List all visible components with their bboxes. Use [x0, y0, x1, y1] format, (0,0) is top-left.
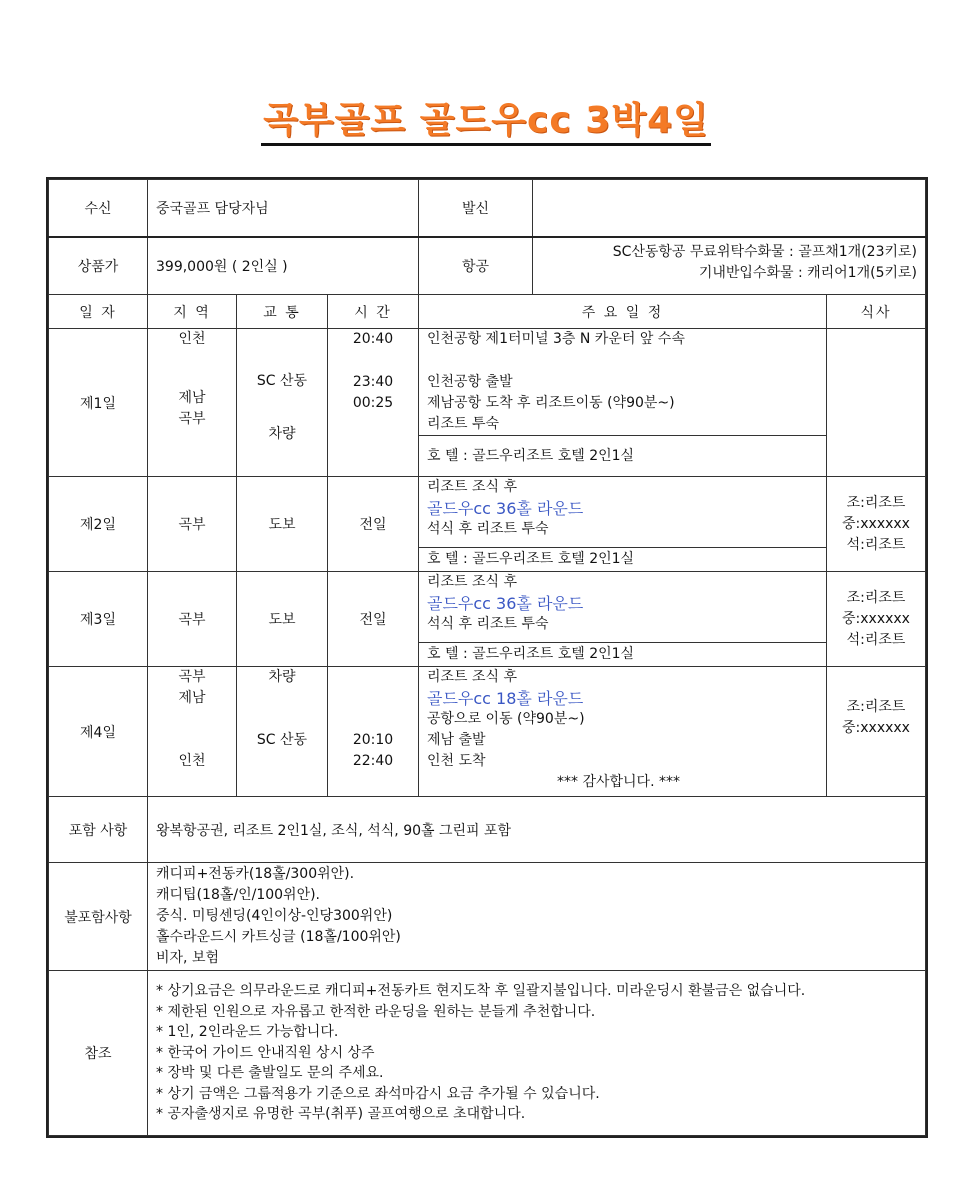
- region-text: 인천: [178, 331, 206, 347]
- meal-text: 석:리조트: [846, 536, 906, 553]
- time-text: 23:40: [352, 374, 394, 390]
- note-item: * 공자출생지로 유명한 곡부(취푸) 골프여행으로 초대합니다.: [156, 1106, 526, 1123]
- schedule-text: 제남 출발: [427, 732, 486, 748]
- col-header-schedule: 주 요 일 정: [419, 295, 827, 329]
- meal-cell: [827, 329, 926, 477]
- day-label: 제1일: [49, 329, 148, 477]
- round-highlight: 골드우cc 36홀 라운드: [427, 499, 584, 518]
- time-text: 22:40: [352, 753, 394, 769]
- day-row: [49, 329, 926, 477]
- region-text: 인천: [178, 753, 206, 769]
- region-text: 곡부: [148, 477, 237, 572]
- day-label: 제3일: [49, 572, 148, 667]
- column-header-row: [49, 295, 926, 329]
- transport-text: SC 산동: [256, 732, 308, 748]
- col-header-region: 지 역: [148, 295, 237, 329]
- schedule-text: 인천 도착: [427, 753, 486, 769]
- day-row: [49, 477, 926, 572]
- meal-text: 중:xxxxxx: [842, 610, 910, 627]
- recipient-value: 중국골프 담당자님: [148, 180, 419, 238]
- day-label: 제4일: [49, 667, 148, 797]
- meal-text: 조:리조트: [846, 699, 906, 715]
- schedule-text: 인천공항 제1터미널 3층 N 카운터 앞 수속: [427, 331, 685, 347]
- price-value: 399,000원 ( 2인실 ): [148, 237, 419, 295]
- excluded-item: 비자, 보험: [156, 950, 219, 966]
- time-text: 전일: [328, 572, 419, 667]
- included-label: 포함 사항: [49, 797, 148, 863]
- transport-text: SC 산동: [256, 373, 308, 389]
- schedule-text: 리조트 조식 후: [427, 669, 518, 685]
- excluded-row: [49, 863, 926, 971]
- meal-text: 석:리조트: [846, 631, 906, 648]
- note-item: * 제한된 인원으로 자유롭고 한적한 라운딩을 원하는 분들게 추천합니다.: [156, 1003, 596, 1020]
- time-text: 20:40: [352, 331, 394, 347]
- schedule-text: 석식 후 리조트 투숙: [427, 616, 549, 632]
- schedule-text: 리조트 투숙: [427, 416, 500, 432]
- sender-label: 발신: [419, 180, 533, 236]
- time-text: 20:10: [352, 732, 394, 748]
- region-text: 곡부: [148, 572, 237, 667]
- note-item: * 상기요금은 의무라운드로 캐디피+전동카트 현지도착 후 일괄지불입니다. 미라운딩시 환불금은 없습니다.: [156, 983, 806, 1000]
- note-item: * 장박 및 다른 출발일도 문의 주세요.: [156, 1065, 384, 1082]
- hotel-text: 호 텔 : 골드우리조트 호텔 2인1실: [419, 642, 826, 665]
- col-header-meal: 식사: [827, 295, 926, 329]
- included-row: [49, 797, 926, 863]
- schedule-text: 리조트 조식 후: [427, 479, 518, 495]
- meal-text: 조:리조트: [846, 589, 906, 606]
- excluded-item: 캐디팁(18홀/인/100위안).: [156, 887, 321, 903]
- round-highlight: 골드우cc 36홀 라운드: [427, 594, 584, 613]
- meal-text: 중:xxxxxx: [842, 515, 910, 532]
- hotel-text: 호 텔 : 골드우리조트 호텔 2인1실: [419, 547, 826, 570]
- airline-line-2: 기내반입수화물 : 캐리어1개(5키로): [698, 265, 917, 281]
- region-text: 제남: [178, 690, 206, 706]
- excluded-item: 홀수라운드시 카트싱글 (18홀/100위안): [156, 929, 401, 945]
- note-item: * 상기 금액은 그룹적용가 기준으로 좌석마감시 요금 추가될 수 있습니다.: [156, 1085, 600, 1102]
- transport-text: 도보: [237, 572, 328, 667]
- included-text: 왕복항공권, 리조트 2인1실, 조식, 석식, 90홀 그린피 포함: [148, 797, 926, 863]
- note-item: * 1인, 2인라운드 가능합니다.: [156, 1024, 339, 1041]
- excluded-item: 캐디피+전동카(18홀/300위안).: [156, 866, 355, 882]
- price-label: 상품가: [49, 237, 148, 295]
- notes-row: [49, 971, 926, 1136]
- notes-label: 참조: [49, 971, 148, 1136]
- col-header-day: 일 자: [49, 295, 148, 329]
- document-title: 곡부골프 골드우cc 3박4일: [0, 92, 972, 143]
- schedule-text: 공항으로 이동 (약90분~): [427, 711, 585, 727]
- day-row: [49, 667, 926, 797]
- day-label: 제2일: [49, 477, 148, 572]
- transport-text: 도보: [237, 477, 328, 572]
- schedule-text: 리조트 조식 후: [427, 574, 518, 590]
- col-header-time: 시 간: [328, 295, 419, 329]
- day-row: [49, 572, 926, 667]
- note-item: * 한국어 가이드 안내직원 상시 상주: [156, 1044, 375, 1061]
- region-text: 곡부: [178, 669, 206, 685]
- col-header-transport: 교 통: [237, 295, 328, 329]
- schedule-text: 제남공항 도착 후 리조트이동 (약90분~): [427, 395, 675, 411]
- excluded-label: 불포함사항: [49, 863, 148, 971]
- region-text: 곡부: [178, 411, 206, 427]
- round-highlight: 골드우cc 18홀 라운드: [427, 689, 584, 708]
- recipient-row: [49, 180, 926, 238]
- transport-text: 차량: [268, 669, 296, 685]
- airline-label: 항공: [419, 238, 533, 294]
- excluded-item: 중식. 미팅센딩(4인이상-인당300위안): [156, 908, 393, 924]
- price-row: [49, 237, 926, 295]
- time-text: 00:25: [352, 395, 394, 411]
- closing-text: *** 감사합니다. ***: [557, 774, 680, 790]
- region-text: 제남: [178, 390, 206, 406]
- transport-text: 차량: [268, 426, 296, 442]
- schedule-text: 석식 후 리조트 투숙: [427, 521, 549, 537]
- time-text: 전일: [328, 477, 419, 572]
- hotel-text: 호 텔 : 골드우리조트 호텔 2인1실: [419, 435, 826, 476]
- meal-text: 조:리조트: [846, 494, 906, 511]
- schedule-text: 인천공항 출발: [427, 374, 513, 390]
- meal-text: 중:xxxxxx: [842, 720, 910, 736]
- airline-line-1: SC산동항공 무료위탁수화물 : 골프채1개(23키로): [612, 244, 917, 260]
- itinerary-table: [48, 179, 926, 1136]
- recipient-label: 수신: [49, 180, 148, 238]
- sender-value: [533, 180, 925, 236]
